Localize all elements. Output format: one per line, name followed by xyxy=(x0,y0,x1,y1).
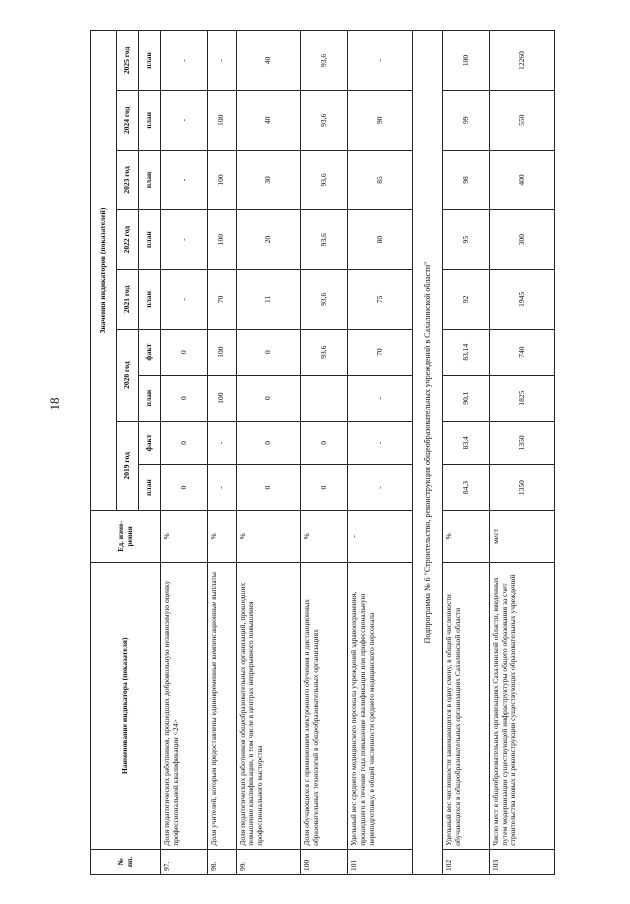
row-number: 97. xyxy=(161,849,208,874)
value-cell: 0 xyxy=(236,329,301,375)
header-values: Значения индикаторов (показателей) xyxy=(91,31,117,511)
header-year: 2019 год xyxy=(117,421,139,511)
value-cell: 0 xyxy=(161,421,208,465)
header-year: 2025 год xyxy=(117,31,139,91)
unit-cell: % xyxy=(207,511,236,563)
value-cell: 20 xyxy=(236,210,301,270)
header-fact: факт xyxy=(139,421,161,465)
value-cell: 70 xyxy=(207,269,236,329)
value-cell: 0 xyxy=(161,465,208,511)
value-cell: 99 xyxy=(443,90,490,150)
value-cell: 100 xyxy=(207,150,236,210)
table-row xyxy=(207,31,236,875)
table-row xyxy=(348,31,413,875)
value-cell: 1825 xyxy=(489,375,554,421)
row-number: 98. xyxy=(207,849,236,874)
header-year: 2024 год xyxy=(117,90,139,150)
indicator-name: Удельный вес численности занимающихся в одну смену, в общей численности обучающихся в общеобразовательных организациях Сахалинской области xyxy=(443,562,490,849)
unit-cell: % xyxy=(301,511,348,563)
value-cell: 100 xyxy=(207,90,236,150)
header-plan: план xyxy=(139,31,161,91)
value-cell: 100 xyxy=(207,329,236,375)
page-number: 18 xyxy=(47,397,62,411)
value-cell: 1945 xyxy=(489,269,554,329)
value-cell: 98 xyxy=(443,150,490,210)
value-cell: 95 xyxy=(443,210,490,270)
table-row xyxy=(236,31,301,875)
value-cell: - xyxy=(161,210,208,270)
value-cell: 0 xyxy=(301,421,348,465)
value-cell: 1350 xyxy=(489,465,554,511)
value-cell: 70 xyxy=(348,329,413,375)
value-cell: 83,14 xyxy=(443,329,490,375)
unit-cell: - xyxy=(348,511,413,563)
value-cell: - xyxy=(207,31,236,91)
value-cell: - xyxy=(161,90,208,150)
header-plan: план xyxy=(139,150,161,210)
value-cell: 0 xyxy=(236,465,301,511)
header-fact: факт xyxy=(139,329,161,375)
value-cell: 0 xyxy=(301,465,348,511)
indicator-name: Число мест в общеобразовательных организациях Сахалинской области, введенных путем модернизации существующей инфраструктуры общего образования за счет строительства новых и реконструкции существующих образовательных учреждений xyxy=(489,562,554,849)
value-cell: 93,6 xyxy=(301,150,348,210)
value-cell: - xyxy=(161,150,208,210)
unit-cell: % xyxy=(236,511,301,563)
value-cell: 93,6 xyxy=(301,90,348,150)
value-cell: 0 xyxy=(161,329,208,375)
header-plan: план xyxy=(139,90,161,150)
value-cell: - xyxy=(161,269,208,329)
value-cell: 740 xyxy=(489,329,554,375)
value-cell: 84,3 xyxy=(443,465,490,511)
rotated-table-wrapper xyxy=(90,30,555,875)
value-cell: 0 xyxy=(161,375,208,421)
value-cell: - xyxy=(348,465,413,511)
value-cell: - xyxy=(161,31,208,91)
value-cell: 90,1 xyxy=(443,375,490,421)
table-row xyxy=(489,31,554,875)
row-number: 101 xyxy=(348,849,413,874)
table-row xyxy=(443,31,490,875)
indicators-table xyxy=(90,30,555,875)
value-cell: 93,6 xyxy=(301,269,348,329)
value-cell: 93,6 xyxy=(301,31,348,91)
header-no: № пп. xyxy=(91,849,161,874)
indicator-name: Удельный вес среднего медицинского персонала учреждений здравоохранения, прошедшего в течение года повышение квалификации или профессиональную переподготовку, в общей численности среднего медицинского персонала xyxy=(348,562,413,849)
value-cell: 85 xyxy=(348,150,413,210)
unit-cell: мест xyxy=(489,511,554,563)
subprogram-row xyxy=(413,31,443,875)
indicator-name: Доля педагогических работников, прошедших добровольную независимую оценку профессиональной квалификации <24> xyxy=(161,562,208,849)
value-cell: 93,6 xyxy=(301,329,348,375)
row-number: 99. xyxy=(236,849,301,874)
table-body xyxy=(161,31,555,875)
value-cell: - xyxy=(207,421,236,465)
table-header xyxy=(91,31,161,875)
value-cell: - xyxy=(348,375,413,421)
row-number: 102 xyxy=(443,849,490,874)
value-cell: 11 xyxy=(236,269,301,329)
value-cell: 1350 xyxy=(489,421,554,465)
value-cell: 100 xyxy=(207,375,236,421)
unit-cell: % xyxy=(443,511,490,563)
header-plan: план xyxy=(139,375,161,421)
value-cell: 100 xyxy=(443,31,490,91)
header-name: Наименование индикатора (показателя) xyxy=(91,562,161,849)
header-year: 2021 год xyxy=(117,269,139,329)
value-cell: 12260 xyxy=(489,31,554,91)
row-number: 100 xyxy=(301,849,348,874)
value-cell: 93,6 xyxy=(301,210,348,270)
value-cell: 80 xyxy=(348,210,413,270)
value-cell: 83,4 xyxy=(443,421,490,465)
indicator-name: Доля педагогических работников общеобразовательных организаций, прошедших повышение квалификации, в том числе в центрах непрерывного повышения профессионального мастерства xyxy=(236,562,301,849)
table-row xyxy=(161,31,208,875)
header-plan: план xyxy=(139,465,161,511)
value-cell: 40 xyxy=(236,90,301,150)
value-cell: 0 xyxy=(236,375,301,421)
value-cell: 90 xyxy=(348,90,413,150)
value-cell: 30 xyxy=(236,150,301,210)
value-cell: 92 xyxy=(443,269,490,329)
header-unit: Ед. изме-рения xyxy=(91,511,161,563)
value-cell xyxy=(301,375,348,421)
value-cell: 0 xyxy=(236,421,301,465)
value-cell: 75 xyxy=(348,269,413,329)
subprogram-title: Подпрограмма № 6 "Строительство, реконструкция общеобразовательных учреждений в Сахалинской области" xyxy=(413,31,443,875)
value-cell: - xyxy=(207,465,236,511)
value-cell: 550 xyxy=(489,90,554,150)
row-number: 103 xyxy=(489,849,554,874)
indicator-name: Доля учителей, которым предоставлены единовременные компенсационные выплаты xyxy=(207,562,236,849)
value-cell: 100 xyxy=(207,210,236,270)
value-cell: 300 xyxy=(489,210,554,270)
header-year: 2023 год xyxy=(117,150,139,210)
value-cell: 40 xyxy=(236,31,301,91)
unit-cell: % xyxy=(161,511,208,563)
header-year: 2022 год xyxy=(117,210,139,270)
header-year: 2020 год xyxy=(117,329,139,421)
table-row xyxy=(301,31,348,875)
indicator-name: Доля обучающихся с применением электронного обучения и дистанционных образовательных технологий в общеобразовательных организациях xyxy=(301,562,348,849)
header-plan: план xyxy=(139,269,161,329)
value-cell: - xyxy=(348,31,413,91)
header-plan: план xyxy=(139,210,161,270)
value-cell: 400 xyxy=(489,150,554,210)
value-cell: - xyxy=(348,421,413,465)
